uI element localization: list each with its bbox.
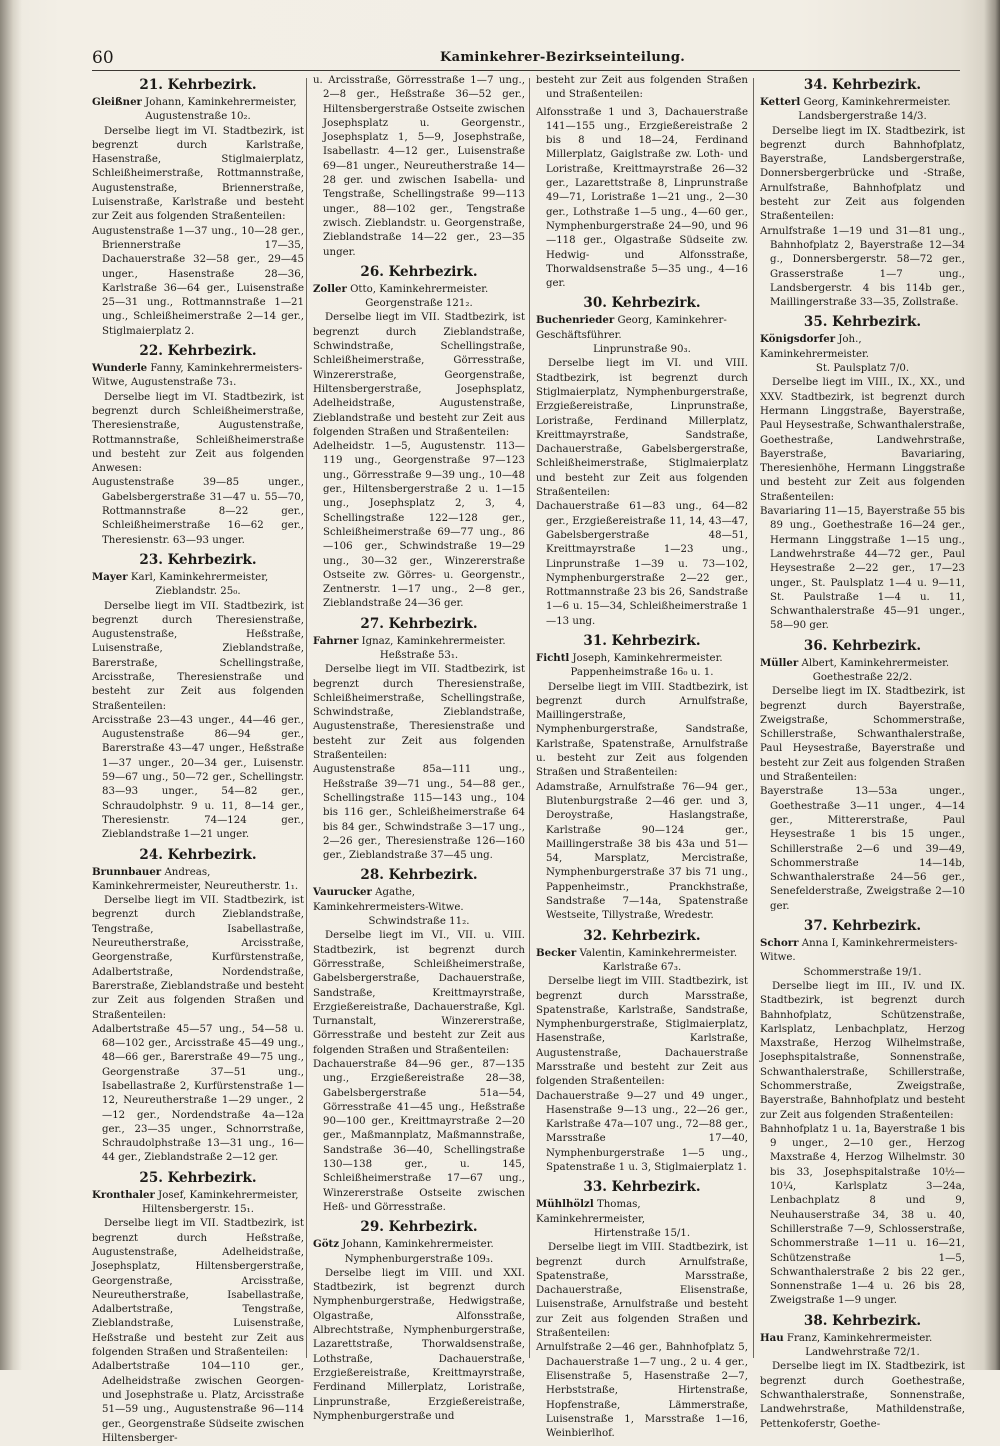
sweeper-name: Zoller [313, 282, 347, 295]
sweeper-details: Thomas, Kaminkehrermeister, [536, 1199, 645, 1225]
sweeper-details: Josef, Kaminkehrermeister, [158, 1189, 299, 1201]
district-description: Derselbe liegt im VI. und VIII. Stadtbezirk, ist begrenzt durch Stiglmaierplatz, Nymphenburgerstraße, Erzgießereistraße, Linprunstraße, Loristraße, Ferdinand Millerplatz, Kreittmayrstraße, Sandstraße, Dachauerstraße, Gabelsbergerstraße, Schleißheimerstraße, Stiglmaierplatz und besteht zur Zeit aus folgenden Straßenteilen: [536, 358, 748, 499]
street-list: Bavariaring 11—15, Bayerstraße 55 bis 89 ung., Goethestraße 16—24 ger., Hermann Linggstraße 1—15 ung., Landwehrstraße 44—72 ger., Paul Heysestraße 2—22 ger., 17—23 unger., St. Paulsplatz 1—4 u. 9—11, St. Paulstraße 1—4 u. 11, Schwanthalerstraße 45—91 unger., 58—90 ger. [760, 506, 965, 632]
street-list: Adamstraße, Arnulfstraße 76—94 ger., Blutenburgstraße 2—46 ger. und 3, Deroystraße, Haslangstraße, Karlstraße 90—124 ger., Maillingerstraße 38 bis 43a und 51—54, Marsplatz, Mercistraße, Nymphenburgerstraße 37 bis 71 ung., Pappenheimstr., Pranckhstraße, Sandstraße 7—14a, Spatenstraße Westseite, Tillystraße, Wredestr. [536, 781, 748, 922]
district-section [760, 1312, 965, 1432]
street-list: Arcisstraße 23—43 unger., 44—46 ger., Augustenstraße 86—94 ger., Barerstraße 43—47 unger., Heßstraße 1—37 unger., 20—34 ger., Luisenstr. 59—67 ung., 50—72 ger., Schellingstr. 83—93 unger., 54—82 ger., Schraudolphstr. 9 u. 11, 8—14 ger., Theresienstr. 74—124 ger., Zieblandstraße 1—21 unger. [92, 714, 304, 841]
district-description: Derselbe liegt im VII. Stadtbezirk, ist begrenzt durch Heßstraße, Augustenstraße, Adelheidstraße, Josephsplatz, Hiltensbergerstraße, Georgenstraße, Arcisstraße, Neureutherstraße, Isabellastraße, Adalbertstraße, Tengstraße, Zieblandstraße, Luisenstraße, Heßstraße und besteht zur Zeit aus folgenden Straßen und Straßenteilen: [92, 1218, 304, 1359]
sweeper-name: Mayer [92, 570, 128, 583]
sweeper-name: Becker [536, 946, 577, 959]
district-title: 32. Kehrbezirk. [583, 927, 701, 944]
sweeper-address: Schommerstraße 19/1. [803, 966, 922, 978]
sweeper-details: Johann, Kaminkehrermeister, [145, 97, 297, 108]
sweeper-line [760, 936, 965, 966]
sweeper-address: Schwindstraße 11₂. [368, 916, 470, 928]
sweeper-details: Ignaz, Kaminkehrermeister. [361, 635, 506, 647]
street-list: Adalbertstraße 104—110 ger., Adelheidstraße zwischen Georgen- und Josephstraße u. Platz, Arcisstraße 51—59 ung., Augustenstraße 96—114 ger., Georgenstraße Südseite zwischen Hiltensberger- [92, 1361, 305, 1444]
district-title: 25. Kehrbezirk. [139, 1169, 257, 1186]
district-section [92, 342, 304, 548]
sweeper-line [313, 885, 525, 915]
district-section [313, 263, 525, 612]
street-list: Dachauerstraße 61—83 ung., 64—82 ger., Erzgießereistraße 11, 14, 43—47, Gabelsbergerstraße 48—51, Kreittmayrstraße 1—23 ung., Linprunstraße 1—39 u. 73—102, Nymphenburgerstraße 2—22 ger., Rottmannstraße 23 bis 26, Sandstraße 1—6 u. 15—34, Schleißheimerstraße 1—13 ung. [536, 501, 748, 627]
sweeper-line [313, 634, 525, 649]
street-list: Bahnhofplatz 1 u. 1a, Bayerstraße 1 bis 9 unger., 2—10 ger., Herzog Maxstraße 4, Herzog Wilhelmstr. 30 bis 33, Josephspitalstraße 10½—10¼, Karlsplatz 3—24a, Lenbachplatz 8 und 9, Neuhauserstraße 34, 38 u. 40, Schillerstraße 7—9, Schlosserstraße, Schommerstraße 1—11 u. 16—21, Schützenstraße 1—5, Schwanthalerstraße 2 bis 22 ger., Sonnenstraße 1—4 u. 26 bis 28, Zweigstraße 1—9 unger. [760, 1123, 965, 1307]
sweeper-line [92, 1188, 304, 1203]
sweeper-address: Nymphenburgerstraße 109₃. [344, 1253, 494, 1265]
district-title: 24. Kehrbezirk. [139, 846, 257, 863]
district-title: 28. Kehrbezirk. [360, 867, 478, 884]
district-section [536, 74, 748, 103]
sweeper-details: Karl, Kaminkehrermeister, [130, 571, 269, 583]
binding-shadow [0, 0, 22, 1370]
district-description: Derselbe liegt im VII. Stadtbezirk, ist begrenzt durch Zieblandstraße, Schwindstraße, Schellingstraße, Schleißheimerstraße, Görresstraße, Winzererstraße, Georgenstraße, Hiltensbergerstraße, Josephsplatz, Adelheidstraße, Augustenstraße, Zieblandstraße und besteht zur Zeit aus folgenden Straßen und Straßenteilen: [313, 312, 525, 438]
sweeper-name: Schorr [760, 937, 799, 950]
street-list: Arnulfstraße 2—46 ger., Bahnhofplatz 5, Dachauerstraße 1—7 ung., 2 u. 4 ger., Elisenstraße 5, Hasenstraße 2—7, Herbststraße, Hirtenstraße, Hopfenstraße, Lämmerstraße, Luisenstraße 1, Marsstraße 1—16, Weinbierlhof. [536, 1342, 748, 1440]
district-title: 22. Kehrbezirk. [139, 343, 257, 360]
street-list: Augustenstraße 39—85 unger., Gabelsbergerstraße 31—47 u. 55—70, Rottmannstraße 8—22 ger., Schleißheimerstraße 16—62 ger., Theresienstr. 63—93 unger. [92, 477, 304, 546]
district-description: Derselbe liegt im VI. Stadtbezirk, ist begrenzt durch Schleißheimerstraße, Theresienstraße, Augustenstraße, Rottmannstraße, Schleißheimerstraße und besteht zur Zeit aus folgenden Anwesen: [92, 391, 304, 475]
district-section [760, 76, 965, 310]
sweeper-line [536, 313, 748, 343]
sweeper-line [92, 865, 304, 895]
district-description: Derselbe liegt im VIII. Stadtbezirk, ist begrenzt durch Arnulfstraße, Spatenstraße, Marsstraße, Dachauerstraße, Elisenstraße, Luisenstraße, Arnulfstraße und besteht zur Zeit aus folgenden Straßen und Straßenteilen: [536, 1242, 748, 1340]
column-4 [760, 74, 965, 1430]
district-description: Derselbe liegt im VIII. Stadtbezirk, ist begrenzt durch Arnulfstraße, Maillingerstraße, Nymphenburgerstraße, Sandstraße, Karlstraße, Spatenstraße, Arnulfstraße u. besteht zur Zeit aus folgenden Straßen und Straßenteilen: [536, 681, 748, 779]
district-section [92, 76, 304, 339]
street-list: Arnulfstraße 1—19 und 31—81 ung., Bahnhofplatz 2, Bayerstraße 12—34 g., Donnersbergerstr. 58—72 ger., Grasserstraße 1—7 ung., Landsbergerstr. 4 bis 114b ger., Maillingerstraße 33—35, Zollstraße. [760, 225, 965, 309]
sweeper-address: Linprunstraße 90₃. [593, 344, 691, 356]
district-section [760, 637, 965, 914]
district-section [92, 551, 304, 843]
sweeper-name: Brunnbauer [92, 865, 162, 878]
district-title: 23. Kehrbezirk. [139, 551, 257, 568]
sweeper-details: Otto, Kaminkehrermeister. [350, 283, 489, 295]
district-section [760, 917, 965, 1309]
district-title: 26. Kehrbezirk. [360, 263, 478, 280]
district-section [313, 615, 525, 864]
sweeper-details: Albert, Kaminkehrermeister. [801, 657, 950, 669]
header-rule [92, 70, 960, 71]
district-title: 33. Kehrbezirk. [583, 1179, 701, 1196]
district-section [313, 74, 525, 260]
sweeper-name: Fichtl [536, 651, 570, 664]
district-description: Derselbe liegt im VI. Stadtbezirk, ist begrenzt durch Karlstraße, Hasenstraße, Stiglmaierplatz, Schleißheimerstraße, Rottmannstraße, Augustenstraße, Briennerstraße, Luisenstraße, Karlstraße und besteht zur Zeit aus folgenden Straßenteilen: [92, 125, 304, 223]
district-section [536, 927, 748, 1176]
sweeper-name: Wunderle [92, 362, 148, 375]
district-title: 21. Kehrbezirk. [139, 77, 257, 93]
sweeper-line [313, 282, 525, 297]
page-number: 60 [92, 48, 114, 68]
sweeper-details: Franz, Kaminkehrermeister. [786, 1332, 933, 1344]
sweeper-name: Ketterl [760, 96, 801, 108]
running-head: Kaminkehrer-Bezirkseinteilung. [440, 50, 686, 65]
sweeper-details: Johann, Kaminkehrermeister. [342, 1239, 494, 1251]
district-section [313, 866, 525, 1215]
sweeper-address: Augustenstraße 10₂. [145, 111, 251, 123]
column-divider [306, 78, 307, 1358]
column-divider [753, 78, 754, 1358]
sweeper-address: Pappenheimstraße 16₀ u. 1. [570, 667, 714, 679]
sweeper-line [760, 95, 965, 110]
district-title: 35. Kehrbezirk. [803, 314, 922, 331]
district-description: Derselbe liegt im VIII. Stadtbezirk, ist begrenzt durch Marsstraße, Spatenstraße, Karlstraße, Sandstraße, Nymphenburgerstraße, Stiglmaierplatz, Hasenstraße, Karlstraße, Augustenstraße, Dachauerstraße Marsstraße und besteht zur Zeit aus folgenden Straßenteilen: [536, 976, 748, 1088]
street-list: Bayerstraße 13—53a unger., Goethestraße 3—11 unger., 4—14 ger., Mittererstraße, Paul Heysestraße 1 bis 15 unger., Schillerstraße 2—6 und 39—49, Schommerstraße 14—14b, Schwanthalerstraße 24—56 ger., Senefelderstraße, Zweigstraße 2—10 ger. [760, 786, 965, 912]
column-divider [529, 78, 530, 1358]
district-description: Derselbe liegt im IX. Stadtbezirk, ist begrenzt durch Goethestraße, Schwanthalerstraße, Sonnenstraße, Landwehrstraße, Mathildenstraße, Pettenkoferstr, Goethe- [760, 1361, 965, 1430]
sweeper-address: Hirtenstraße 15/1. [593, 1227, 691, 1239]
district-title: 27. Kehrbezirk. [360, 615, 478, 632]
sweeper-address: Hiltensbergerstr. 15₁. [142, 1204, 254, 1216]
district-description: Derselbe liegt im VIII. und XXI. Stadtbezirk, ist begrenzt durch Nymphenburgerstraße, Hedwigstraße, Olgastraße, Alfonsstraße, Albrechtstraße, Nymphenburgerstraße, Lazarettstraße, Thorwaldsenstraße, Lothstraße, Dachauerstraße, Erzgießereistraße, Kreittmayrstraße, Ferdinand Millerplatz, Loristraße, Linprunstraße, Erzgießereistraße, Nymphenburgerstraße und [313, 1267, 525, 1422]
district-section [536, 632, 748, 924]
column-1 [92, 74, 305, 1444]
sweeper-line [536, 946, 748, 961]
street-list: besteht zur Zeit aus folgenden Straßen und Straßenteilen: [536, 75, 748, 101]
sweeper-line [92, 570, 304, 585]
sweeper-name: Königsdorfer [760, 333, 836, 346]
street-list: u. Arcisstraße, Görresstraße 1—7 ung., 2—8 ger., Heßstraße 36—52 ger., Hiltensbergerstraße Ostseite zwischen Josephsplatz u. Georgenstr., Josephsplatz 1, 5—9, Josephstraße, Isabellastr. 4—12 ger., Luisenstraße 69—81 unger., Neureutherstraße 14—28 ger. und zwischen Isabella- und Tengstraße, Schellingstraße 99—113 unger., 88—102 ger., Tengstraße zwisch. Zieblandstr. u. Georgenstraße, Zieblandstraße 14—22 ger., 23—35 unger. [313, 75, 525, 258]
sweeper-address: Landwehrstraße 72/1. [805, 1347, 920, 1359]
sweeper-details: Agathe, Kaminkehrermeisters-Witwe. [313, 887, 464, 913]
sweeper-details: Joh., Kaminkehrermeister. [760, 334, 869, 360]
district-description: Derselbe liegt im VII. Stadtbezirk, ist begrenzt durch Theresienstraße, Schleißheimerstraße, Schellingstraße, Schwindstraße, Zieblandstraße, Augustenstraße, Theresienstraße und besteht zur Zeit aus folgenden Straßenteilen: [313, 664, 525, 762]
sweeper-details: Valentin, Kaminkehrermeister. [579, 947, 738, 959]
sweeper-details: Joseph, Kaminkehrermeister. [572, 652, 723, 664]
column-3 [536, 74, 748, 1440]
district-title: 31. Kehrbezirk. [583, 632, 701, 649]
district-title: 38. Kehrbezirk. [803, 1312, 922, 1329]
district-description: Derselbe liegt im III., IV. und IX. Stadtbezirk, ist begrenzt durch Bahnhofplatz, Schützenstraße, Karlsplatz, Lenbachplatz, Herzog Maxstraße, Herzog Wilhelmstraße, Josephspitalstraße, Sonnenstraße, Schwanthalerstraße, Schillerstraße, Schommerstraße, Zweigstraße, Bayerstraße, Bahnhofplatz und besteht zur Zeit aus folgenden Straßenteilen: [760, 980, 965, 1121]
district-title: 34. Kehrbezirk. [803, 77, 922, 93]
district-section [536, 1178, 748, 1441]
street-list: Augustenstraße 1—37 ung., 10—28 ger., Briennerstraße 17—35, Dachauerstraße 32—58 ger., 29—45 unger., Hasenstraße 28—36, Karlstraße 36—64 ger., Luisenstraße 25—31 ung., Rottmannstraße 1—21 ung., Schleißheimerstraße 2—14 ger., Stiglmaierplatz 2. [92, 225, 304, 337]
sweeper-address: Zieblandstr. 25₀. [155, 586, 241, 598]
street-list: Dachauerstraße 9—27 und 49 unger., Hasenstraße 9—13 ung., 22—26 ger., Karlstraße 47a—107 ung., 72—88 ger., Marsstraße 17—40, Nymphenburgerstraße 1—5 ung., Spatenstraße 1 u. 3, Stiglmaierplatz 1. [536, 1090, 748, 1174]
sweeper-details: Andreas, Kaminkehrermeister, Neureutherstr. 1₁. [92, 866, 299, 892]
sweeper-line [313, 1237, 525, 1252]
sweeper-name: Buchenrieder [536, 314, 615, 327]
sweeper-name: Vaurucker [313, 886, 372, 899]
street-list: Augustenstraße 85a—111 ung., Heßstraße 39—71 ung., 54—88 ger., Schellingstraße 115—143 ung., 104 bis 116 ger., Schleißheimerstraße 64 bis 84 ger., Schwindstraße 3—17 ung., 2—26 ger., Theresienstraße 126—160 ger., Zieblandstraße 37—45 ung. [313, 764, 525, 862]
sweeper-details: Fanny, Kaminkehrermeisters-Witwe, Augustenstraße 73₁. [92, 363, 303, 389]
district-section [92, 846, 304, 1166]
district-description: Derselbe liegt im VII. Stadtbezirk, ist begrenzt durch Theresienstraße, Augustenstraße, Heßstraße, Luisenstraße, Zieblandstraße, Barerstraße, Schellingstraße, Arcisstraße, Theresienstraße und besteht zur Zeit aus folgenden Straßenteilen: [92, 600, 304, 712]
sweeper-address: St. Paulsplatz 7/0. [815, 363, 910, 375]
district-description: Derselbe liegt im VI., VII. u. VIII. Stadtbezirk, ist begrenzt durch Görresstraße, Schleißheimerstraße, Gabelsbergerstraße, Dachauerstraße, Sandstraße, Kreittmayrstraße, Erzgießereistraße, Dachauerstraße, Kgl. Turnanstalt, Winzererstraße, Görresstraße und besteht zur Zeit aus folgenden Straßen und Straßenteilen: [313, 930, 525, 1056]
sweeper-details: Anna I, Kaminkehrermeisters-Witwe. [760, 938, 958, 964]
page-edge-shadow [984, 0, 1000, 1370]
sweeper-name: Fahrner [313, 634, 359, 647]
sweeper-name: Müller [760, 656, 799, 669]
district-description: Derselbe liegt im IX. Stadtbezirk, ist begrenzt durch Bayerstraße, Zweigstraße, Schommerstraße, Schillerstraße, Schwanthalerstraße, Paul Heysestraße, Bayerstraße und besteht zur Zeit aus folgenden Straßen und Straßenteilen: [760, 686, 965, 784]
district-section [760, 313, 965, 633]
district-description: Derselbe liegt im IX. Stadtbezirk, ist begrenzt durch Bahnhofplatz, Bayerstraße, Landsbergerstraße, Donnersbergerbrücke und -Straße, Arnulfstraße, Bahnhofplatz und besteht zur Zeit aus folgenden Straßenteilen: [760, 125, 965, 223]
street-list: Dachauerstraße 84—96 ger., 87—135 ung., Erzgießereistraße 28—38, Gabelsbergerstraße 51a—54, Görresstraße 41—45 ung., Heßstraße 90—100 ger., Kreittmayrstraße 2—20 ger., Maßmannplatz, Maßmannstraße, Sandstraße 36—40, Schellingstraße 130—138 ger., u. 145, Schleißheimerstraße 17—67 ung., Winzererstraße Ostseite zwischen Heß- und Görresstraße. [313, 1059, 525, 1213]
sweeper-address: Georgenstraße 121₂. [365, 298, 473, 310]
column-2 [313, 74, 525, 1422]
district-title: 30. Kehrbezirk. [583, 295, 701, 312]
district-title: 36. Kehrbezirk. [803, 637, 922, 654]
sweeper-address: Heßstraße 53₁. [379, 649, 459, 661]
street-list: Adelheidstr. 1—5, Augustenstr. 113—119 ung., Georgenstraße 97—123 ung., Görresstraße 9—39 ung., 10—48 ger., Hiltensbergerstraße 2 u. 1—15 ung., Josephsplatz 2, 3, 4, Schellingstraße 122—128 ger., Schleißheimerstraße 69—77 ung., 86—106 ger., Schwindstraße 19—29 ung., 30—32 ger., Winzererstraße Ostseite zw. Görres- u. Georgenstr., Zentnerstr. 1—17 ung., 2—8 ger., Zieblandstraße 24—36 ger. [313, 441, 525, 610]
sweeper-line [760, 1331, 965, 1346]
sweeper-line [92, 361, 304, 391]
sweeper-details: Georg, Kaminkehrermeister. [803, 97, 951, 108]
sweeper-name: Kronthaler [92, 1188, 155, 1201]
sweeper-name: Gleißner [92, 96, 142, 108]
street-list: Alfonsstraße 1 und 3, Dachauerstraße 141—155 ung., Erzgießereistraße 2 bis 8 und 18—24, Ferdinand Millerplatz, Gaiglstraße zw. Loth- und Loristraße, Kreittmayrstraße 26—32 ger., Lazarettstraße 8, Linprunstraße 49—71, Loristraße 1—21 ung., 2—30 ger., Lothstraße 1—5 ung., 4—60 ger., Nymphenburgerstraße 24—90, und 96—118 ger., Olgastraße Südseite zw. Hedwig- und Alfonsstraße, Thorwaldsenstraße 5—35 ung., 4—16 ger. [536, 106, 748, 290]
sweeper-name: Mühlhölzl [536, 1198, 594, 1211]
district-description: Derselbe liegt im VII. Stadtbezirk, ist begrenzt durch Zieblandstraße, Tengstraße, Isabellastraße, Neureutherstraße, Arcisstraße, Georgenstraße, Kurfürstenstraße, Adalbertstraße, Nordendstraße, Barerstraße, Zieblandstraße und besteht zur Zeit aus folgenden Straßen und Straßenteilen: [92, 895, 304, 1021]
district-description: Derselbe liegt im VIII., IX., XX., und XXV. Stadtbezirk, ist begrenzt durch Hermann Linggstraße, Bayerstraße, Paul Heysestraße, Schwanthalerstraße, Goethestraße, Landwehrstraße, Bayerstraße, Bavariaring, Theresienhöhe, Hermann Linggstraße und besteht zur Zeit aus folgenden Straßenteilen: [760, 377, 965, 503]
district-section [536, 294, 748, 629]
sweeper-details: Georg, Kaminkehrer-Geschäftsführer. [536, 315, 727, 341]
sweeper-line [536, 1197, 748, 1227]
sweeper-name: Götz [313, 1238, 339, 1251]
district-title: 37. Kehrbezirk. [803, 918, 922, 935]
sweeper-address: Goethestraße 22/2. [812, 671, 913, 683]
sweeper-name: Hau [760, 1331, 784, 1344]
sweeper-address: Karlstraße 67₃. [602, 961, 682, 973]
district-section [313, 1218, 525, 1424]
district-section [92, 1169, 304, 1446]
sweeper-line [760, 332, 965, 362]
sweeper-line [536, 651, 748, 666]
district-title: 29. Kehrbezirk. [360, 1219, 478, 1236]
sweeper-line [760, 656, 965, 671]
district-section [536, 106, 748, 292]
sweeper-address: Landsbergerstraße 14/3. [798, 111, 927, 123]
sweeper-line [92, 95, 304, 110]
street-list: Adalbertstraße 45—57 ung., 54—58 u. 68—102 ger., Arcisstraße 45—49 ung., 48—66 ger., Barerstraße 49—75 ung., Georgenstraße 37—51 ung., Isabellastraße 2, Kurfürstenstraße 1—12, Neureutherstraße 1—29 unger., 2—12 ger., Nordendstraße 4a—12a ger., 23—35 unger., Schnorrstraße, Schraudolphstraße 13—31 ung., 16—44 ger., Zieblandstraße 2—12 ger. [92, 1023, 304, 1164]
